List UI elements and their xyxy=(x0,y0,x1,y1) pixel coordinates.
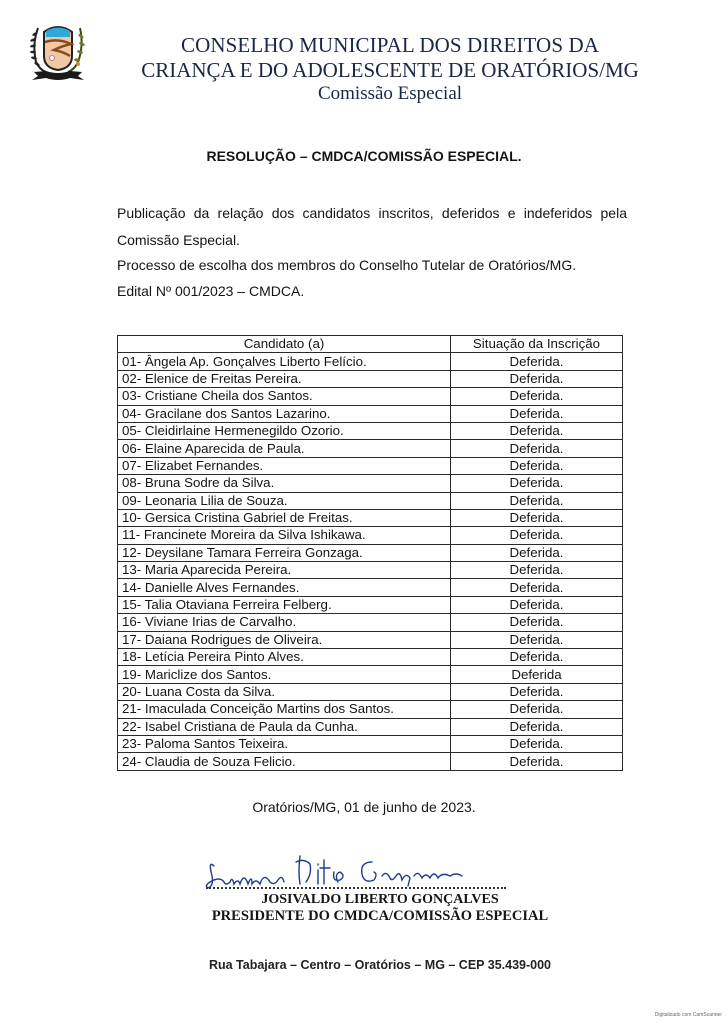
registration-status-cell: Deferida. xyxy=(451,475,623,492)
registration-status-cell: Deferida. xyxy=(451,579,623,596)
table-row xyxy=(118,370,623,387)
signatory-role: PRESIDENTE DO CMDCA/COMISSÃO ESPECIAL xyxy=(211,908,549,924)
registration-status-cell: Deferida. xyxy=(451,735,623,752)
table-row xyxy=(118,509,623,526)
table-row xyxy=(118,579,623,596)
registration-status-cell: Deferida xyxy=(451,666,623,683)
table-row xyxy=(118,544,623,561)
table-row xyxy=(118,492,623,509)
registration-status-cell: Deferida. xyxy=(451,562,623,579)
candidate-name-cell: 08- Bruna Sodre da Silva. xyxy=(118,475,451,492)
table-row xyxy=(118,562,623,579)
column-header-status: Situação da Inscrição xyxy=(451,336,623,353)
candidate-name-cell: 03- Cristiane Cheila dos Santos. xyxy=(118,388,451,405)
candidate-name-cell: 06- Elaine Aparecida de Paula. xyxy=(118,440,451,457)
candidate-name-cell: 24- Claudia de Souza Felicio. xyxy=(118,753,451,770)
intro-paragraph-line-1: Publicação da relação dos candidatos inscritos, deferidos e indeferidos pela xyxy=(117,205,627,221)
registration-status-cell: Deferida. xyxy=(451,631,623,648)
table-row xyxy=(118,405,623,422)
registration-status-cell: Deferida. xyxy=(451,509,623,526)
candidate-name-cell: 19- Mariclize dos Santos. xyxy=(118,666,451,683)
candidate-name-cell: 22- Isabel Cristiana de Paula da Cunha. xyxy=(118,718,451,735)
registration-status-cell: Deferida. xyxy=(451,422,623,439)
registration-status-cell: Deferida. xyxy=(451,527,623,544)
column-header-candidate: Candidato (a) xyxy=(118,336,451,353)
candidate-name-cell: 13- Maria Aparecida Pereira. xyxy=(118,562,451,579)
header-line-2: CRIANÇA E DO ADOLESCENTE DE ORATÓRIOS/MG xyxy=(141,58,639,82)
candidate-name-cell: 12- Deysilane Tamara Ferreira Gonzaga. xyxy=(118,544,451,561)
registration-status-cell: Deferida. xyxy=(451,457,623,474)
candidates-table xyxy=(117,335,623,771)
candidate-name-cell: 07- Elizabet Fernandes. xyxy=(118,457,451,474)
registration-status-cell: Deferida. xyxy=(451,596,623,613)
table-row xyxy=(118,631,623,648)
table-row xyxy=(118,596,623,613)
table-row xyxy=(118,457,623,474)
document-title: RESOLUÇÃO – CMDCA/COMISSÃO ESPECIAL. xyxy=(206,148,522,164)
table-row xyxy=(118,440,623,457)
registration-status-cell: Deferida. xyxy=(451,405,623,422)
registration-status-cell: Deferida. xyxy=(451,683,623,700)
candidate-name-cell: 15- Talia Otaviana Ferreira Felberg. xyxy=(118,596,451,613)
scanner-watermark: Digitalizado com CamScanner xyxy=(654,1012,722,1018)
candidate-name-cell: 14- Danielle Alves Fernandes. xyxy=(118,579,451,596)
candidate-name-cell: 02- Elenice de Freitas Pereira. xyxy=(118,370,451,387)
registration-status-cell: Deferida. xyxy=(451,614,623,631)
registration-status-cell: Deferida. xyxy=(451,492,623,509)
table-row xyxy=(118,353,623,370)
header-line-1: CONSELHO MUNICIPAL DOS DIREITOS DA xyxy=(181,33,599,57)
registration-status-cell: Deferida. xyxy=(451,701,623,718)
candidate-name-cell: 20- Luana Costa da Silva. xyxy=(118,683,451,700)
candidate-name-cell: 09- Leonaria Lilia de Souza. xyxy=(118,492,451,509)
table-row xyxy=(118,718,623,735)
intro-paragraph-line-2: Comissão Especial. xyxy=(117,232,240,248)
municipal-crest-logo xyxy=(28,22,88,84)
table-row xyxy=(118,388,623,405)
candidate-name-cell: 18- Letícia Pereira Pinto Alves. xyxy=(118,649,451,666)
table-row xyxy=(118,527,623,544)
signature-line xyxy=(206,887,506,889)
candidate-name-cell: 11- Francinete Moreira da Silva Ishikawa. xyxy=(118,527,451,544)
header-subtitle: Comissão Especial xyxy=(317,83,463,104)
process-description: Processo de escolha dos membros do Conselho Tutelar de Oratórios/MG. xyxy=(117,257,577,273)
candidate-name-cell: 01- Ângela Ap. Gonçalves Liberto Felício. xyxy=(118,353,451,370)
registration-status-cell: Deferida. xyxy=(451,388,623,405)
registration-status-cell: Deferida. xyxy=(451,649,623,666)
registration-status-cell: Deferida. xyxy=(451,370,623,387)
registration-status-cell: Deferida. xyxy=(451,753,623,770)
table-row xyxy=(118,666,623,683)
footer-address: Rua Tabajara – Centro – Oratórios – MG – CEP 35.439-000 xyxy=(208,958,552,972)
registration-status-cell: Deferida. xyxy=(451,544,623,561)
candidate-name-cell: 21- Imaculada Conceição Martins dos Santos. xyxy=(118,701,451,718)
signatory-name: JOSIVALDO LIBERTO GONÇALVES xyxy=(261,892,499,907)
candidate-name-cell: 16- Viviane Irias de Carvalho. xyxy=(118,614,451,631)
candidate-name-cell: 17- Daiana Rodrigues de Oliveira. xyxy=(118,631,451,648)
candidate-name-cell: 05- Cleidirlaine Hermenegildo Ozorio. xyxy=(118,422,451,439)
table-row xyxy=(118,475,623,492)
table-row xyxy=(118,735,623,752)
table-header-row xyxy=(118,336,623,353)
table-row xyxy=(118,422,623,439)
registration-status-cell: Deferida. xyxy=(451,353,623,370)
registration-status-cell: Deferida. xyxy=(451,440,623,457)
registration-status-cell: Deferida. xyxy=(451,718,623,735)
table-row xyxy=(118,753,623,770)
table-row xyxy=(118,683,623,700)
candidate-name-cell: 04- Gracilane dos Santos Lazarino. xyxy=(118,405,451,422)
table-row xyxy=(118,649,623,666)
table-row xyxy=(118,614,623,631)
place-and-date: Oratórios/MG, 01 de junho de 2023. xyxy=(252,799,476,815)
table-row xyxy=(118,701,623,718)
candidate-name-cell: 23- Paloma Santos Teixeira. xyxy=(118,735,451,752)
handwritten-signature xyxy=(200,852,480,897)
candidate-name-cell: 10- Gersica Cristina Gabriel de Freitas. xyxy=(118,509,451,526)
edital-reference: Edital Nº 001/2023 – CMDCA. xyxy=(117,283,305,299)
